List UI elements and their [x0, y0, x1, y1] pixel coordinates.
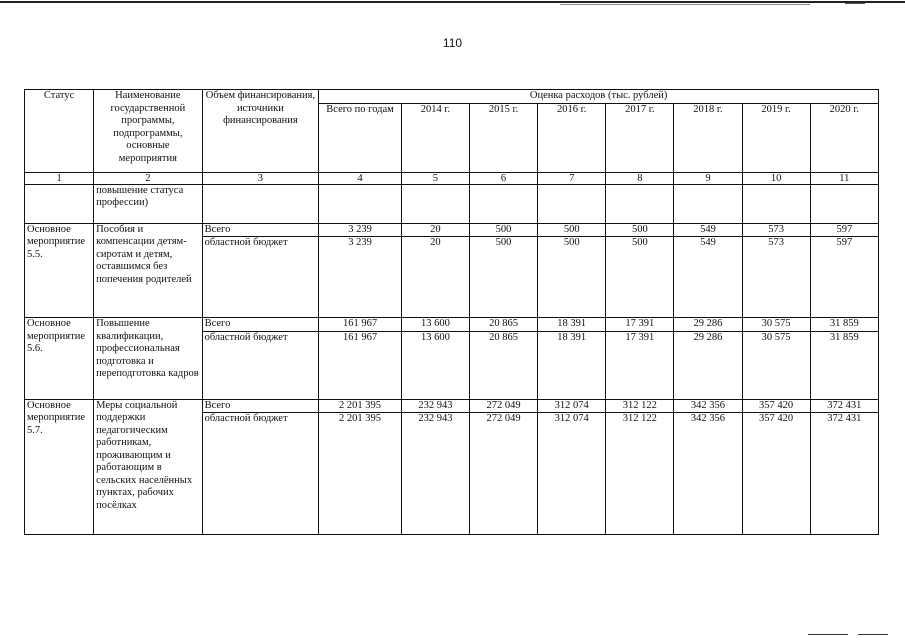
year-value-cell: 500: [469, 223, 537, 237]
year-value-cell: 18 391: [538, 318, 606, 332]
column-number-row: [25, 172, 879, 184]
year-value-cell: 357 420: [742, 413, 810, 535]
funding-source-cell: Всего: [202, 399, 319, 413]
scan-edge-mark: [845, 3, 865, 4]
year-value-cell: 20 865: [469, 318, 537, 332]
column-number: 11: [810, 172, 878, 184]
table-row: [25, 318, 879, 332]
column-number: 2: [94, 172, 202, 184]
year-value-cell: 312 122: [606, 399, 674, 413]
table-row: [25, 223, 879, 237]
header-year: 2020 г.: [810, 103, 878, 172]
table-body: [25, 223, 879, 535]
header-year: 2019 г.: [742, 103, 810, 172]
header-year: 2017 г.: [606, 103, 674, 172]
year-value-cell: 232 943: [401, 399, 469, 413]
year-value-cell: 342 356: [674, 413, 742, 535]
status-cell: Основное мероприятие 5.7.: [25, 399, 94, 535]
scan-edge-mark: [858, 634, 888, 635]
scan-edge-mark: [808, 634, 848, 635]
year-value-cell: 31 859: [810, 331, 878, 399]
status-cell: Основное мероприятие 5.6.: [25, 318, 94, 400]
year-value-cell: 500: [538, 223, 606, 237]
year-value-cell: 272 049: [469, 413, 537, 535]
total-value-cell: 161 967: [319, 331, 402, 399]
status-cell: Основное мероприятие 5.5.: [25, 223, 94, 318]
expenditure-table: [24, 89, 879, 535]
column-number: 1: [25, 172, 94, 184]
year-value-cell: 500: [606, 223, 674, 237]
header-volume: Объем финансирования, источники финансирования: [202, 90, 319, 173]
scan-edge-line: [0, 1, 905, 3]
header-estimate: Оценка расходов (тыс. рублей): [319, 90, 879, 104]
header-year: 2015 г.: [469, 103, 537, 172]
column-number: 3: [202, 172, 319, 184]
table-row: [25, 399, 879, 413]
funding-source-cell: Всего: [202, 318, 319, 332]
year-value-cell: 13 600: [401, 331, 469, 399]
header-status: Статус: [25, 90, 94, 173]
year-value-cell: 29 286: [674, 331, 742, 399]
year-value-cell: 549: [674, 237, 742, 318]
year-value-cell: 20 865: [469, 331, 537, 399]
continuation-row: [25, 184, 879, 223]
year-value-cell: 312 074: [538, 413, 606, 535]
header-year: 2018 г.: [674, 103, 742, 172]
measure-name-cell: Меры социальной поддержки педагогическим работникам, проживающим и работающим в сельских населённых пунктах, рабочих посёлках: [94, 399, 202, 535]
year-value-cell: 13 600: [401, 318, 469, 332]
year-value-cell: 597: [810, 223, 878, 237]
column-number: 6: [469, 172, 537, 184]
continuation-name: повышение статуса профессии): [94, 184, 202, 223]
year-value-cell: 573: [742, 237, 810, 318]
year-value-cell: 342 356: [674, 399, 742, 413]
header-name: Наименование государственной программы, подпрограммы, основные мероприятия: [94, 90, 202, 173]
year-value-cell: 357 420: [742, 399, 810, 413]
total-value-cell: 2 201 395: [319, 413, 402, 535]
year-value-cell: 17 391: [606, 318, 674, 332]
year-value-cell: 500: [606, 237, 674, 318]
column-number: 7: [538, 172, 606, 184]
header-year: 2016 г.: [538, 103, 606, 172]
year-value-cell: 312 122: [606, 413, 674, 535]
funding-source-cell: областной бюджет: [202, 237, 319, 318]
column-number: 5: [401, 172, 469, 184]
year-value-cell: 549: [674, 223, 742, 237]
year-value-cell: 232 943: [401, 413, 469, 535]
measure-name-cell: Пособия и компенсации детям-сиротам и детям, оставшимся без попечения родителей: [94, 223, 202, 318]
year-value-cell: 500: [469, 237, 537, 318]
column-number: 8: [606, 172, 674, 184]
year-value-cell: 597: [810, 237, 878, 318]
column-number: 9: [674, 172, 742, 184]
year-value-cell: 20: [401, 237, 469, 318]
total-value-cell: 2 201 395: [319, 399, 402, 413]
total-value-cell: 161 967: [319, 318, 402, 332]
header-total: Всего по годам: [319, 103, 402, 172]
column-number: 4: [319, 172, 402, 184]
year-value-cell: 372 431: [810, 399, 878, 413]
funding-source-cell: областной бюджет: [202, 413, 319, 535]
year-value-cell: 372 431: [810, 413, 878, 535]
funding-source-cell: Всего: [202, 223, 319, 237]
total-value-cell: 3 239: [319, 237, 402, 318]
header-year: 2014 г.: [401, 103, 469, 172]
funding-source-cell: областной бюджет: [202, 331, 319, 399]
column-number: 10: [742, 172, 810, 184]
year-value-cell: 30 575: [742, 318, 810, 332]
total-value-cell: 3 239: [319, 223, 402, 237]
year-value-cell: 31 859: [810, 318, 878, 332]
scan-edge-line: [560, 4, 810, 5]
year-value-cell: 272 049: [469, 399, 537, 413]
measure-name-cell: Повышение квалификации, профессиональная подготовка и переподготовка кадров: [94, 318, 202, 400]
year-value-cell: 20: [401, 223, 469, 237]
year-value-cell: 500: [538, 237, 606, 318]
page-number: 110: [442, 36, 463, 50]
year-value-cell: 30 575: [742, 331, 810, 399]
year-value-cell: 17 391: [606, 331, 674, 399]
year-value-cell: 18 391: [538, 331, 606, 399]
year-value-cell: 29 286: [674, 318, 742, 332]
year-value-cell: 573: [742, 223, 810, 237]
year-value-cell: 312 074: [538, 399, 606, 413]
